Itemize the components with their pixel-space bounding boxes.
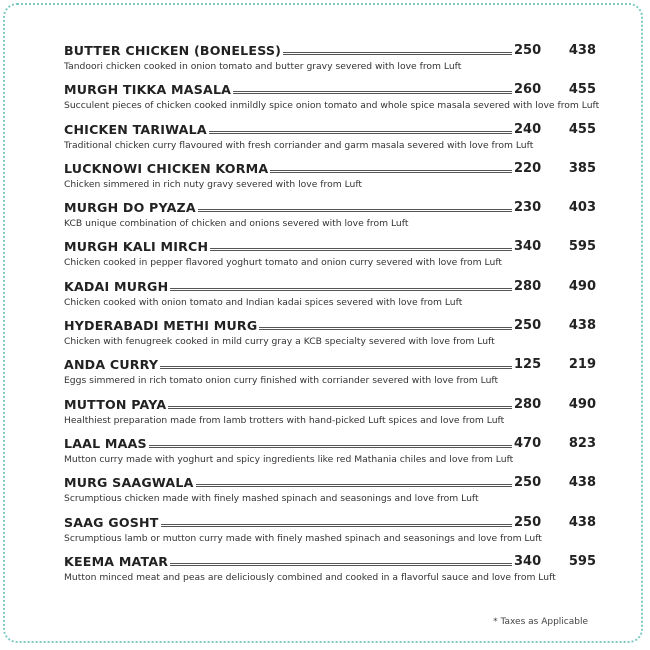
price-full: 219 (568, 357, 596, 373)
dish-name: CHICKEN TARIWALA (64, 121, 207, 137)
dish-name: MURGH KALI MIRCH (64, 239, 209, 255)
dish-name: MURG SAAGWALA (64, 475, 194, 491)
dotted-leader (149, 445, 512, 448)
dish-description: Scrumptious chicken made with finely mashed spinach and seasonings and love from Luft (64, 493, 479, 505)
dish-name: MURGH TIKKA MASALA (64, 82, 232, 98)
dotted-leader (270, 170, 512, 173)
dotted-leader (161, 524, 512, 527)
menu-list (64, 40, 600, 590)
dotted-leader (170, 288, 512, 291)
price-half: 340 (514, 239, 542, 255)
dish-description: Chicken with fenugreek cooked in mild curry gray a KCB specialty severed with love from Luft (64, 336, 495, 348)
dish-name: KADAI MURGH (64, 278, 169, 294)
price-half: 250 (514, 514, 542, 530)
dotted-leader (160, 366, 512, 369)
dish-description: KCB unique combination of chicken and onions severed with love from Luft (64, 218, 409, 230)
price-half: 230 (514, 200, 542, 216)
dotted-leader (170, 563, 512, 566)
price-full: 823 (568, 435, 596, 451)
dish-description: Succulent pieces of chicken cooked inmildly spice onion tomato and whole spice masala severed with love from Luft (64, 100, 600, 112)
menu-item-hyderabadi-methi-murg (64, 315, 596, 354)
dish-name: ANDA CURRY (64, 357, 159, 373)
dotted-leader (168, 406, 512, 409)
price-half: 280 (514, 278, 542, 294)
dish-description: Chicken cooked in pepper flavored yoghurt tomato and onion curry severed with love from Luft (64, 257, 503, 269)
price-full: 403 (568, 200, 596, 216)
price-full: 455 (568, 121, 596, 137)
price-half: 470 (514, 435, 542, 451)
dotted-leader (209, 131, 512, 134)
dotted-leader (198, 209, 512, 212)
dish-description: Scrumptious lamb or mutton curry made with finely mashed spinach and seasonings and love from Luft (64, 532, 542, 544)
dish-name: MURGH DO PYAZA (64, 200, 196, 216)
price-full: 595 (568, 239, 596, 255)
dish-description: Traditional chicken curry flavoured with fresh corriander and garm masala severed with love from Luft (64, 139, 534, 151)
price-half: 250 (514, 43, 542, 58)
menu-item-murgh-tikka-masala (64, 79, 600, 118)
price-full: 595 (568, 553, 596, 569)
price-half: 125 (514, 357, 542, 373)
menu-item-anda-curry (64, 354, 596, 393)
dish-description: Healthiest preparation made from lamb trotters with hand-picked Luft spices and love from Luft (64, 414, 505, 426)
menu-item-keema-matar (64, 551, 596, 590)
dish-description: Chicken cooked with onion tomato and Indian kadai spices severed with love from Luft (64, 296, 463, 308)
menu-item-chicken-tariwala (64, 119, 596, 158)
menu-item-saag-gosht (64, 512, 596, 551)
price-half: 280 (514, 396, 542, 412)
dish-description: Chicken simmered in rich nuty gravy severed with love from Luft (64, 178, 363, 190)
price-half: 340 (514, 553, 542, 569)
price-half: 220 (514, 160, 542, 176)
menu-item-kadai-murgh (64, 276, 596, 315)
dish-name: SAAG GOSHT (64, 514, 159, 530)
dish-name: BUTTER CHICKEN (BONELESS) (64, 43, 282, 58)
menu-item-murgh-kali-mirch (64, 236, 596, 275)
price-full: 385 (568, 160, 596, 176)
menu-item-butter-chicken (64, 40, 596, 79)
price-full: 438 (568, 475, 596, 491)
menu-item-laal-maas (64, 433, 596, 472)
price-half: 250 (514, 318, 542, 334)
dish-description: Mutton minced meat and peas are deliciously combined and cooked in a flavorful sauce and love from Luft (64, 571, 556, 583)
dotted-leader (210, 248, 512, 251)
dish-name: KEEMA MATAR (64, 553, 169, 569)
dotted-leader (196, 484, 512, 487)
price-full: 438 (568, 43, 596, 58)
menu-item-murg-saagwala (64, 472, 596, 511)
dotted-leader (283, 52, 512, 55)
dish-name: HYDERABADI METHI MURG (64, 318, 258, 334)
dish-description: Mutton curry made with yoghurt and spicy ingredients like red Mathania chiles and love from Luft (64, 453, 514, 465)
price-half: 250 (514, 475, 542, 491)
dish-description: Eggs simmered in rich tomato onion curry finished with corriander severed with love from Luft (64, 375, 499, 387)
price-full: 490 (568, 278, 596, 294)
price-half: 260 (514, 82, 542, 98)
price-half: 240 (514, 121, 542, 137)
taxes-note: * Taxes as Applicable (493, 617, 588, 627)
menu-item-lucknowi-chicken-korma (64, 158, 596, 197)
price-full: 455 (568, 82, 596, 98)
dotted-leader (259, 327, 512, 330)
price-full: 438 (568, 514, 596, 530)
price-full: 490 (568, 396, 596, 412)
dotted-leader (233, 91, 512, 94)
menu-item-mutton-paya (64, 394, 596, 433)
price-full: 438 (568, 318, 596, 334)
dish-name: LUCKNOWI CHICKEN KORMA (64, 160, 269, 176)
dish-name: LAAL MAAS (64, 435, 147, 451)
dish-description: Tandoori chicken cooked in onion tomato and butter gravy severed with love from Luft (64, 61, 462, 72)
dish-name: MUTTON PAYA (64, 396, 167, 412)
menu-item-murgh-do-pyaza (64, 197, 596, 236)
